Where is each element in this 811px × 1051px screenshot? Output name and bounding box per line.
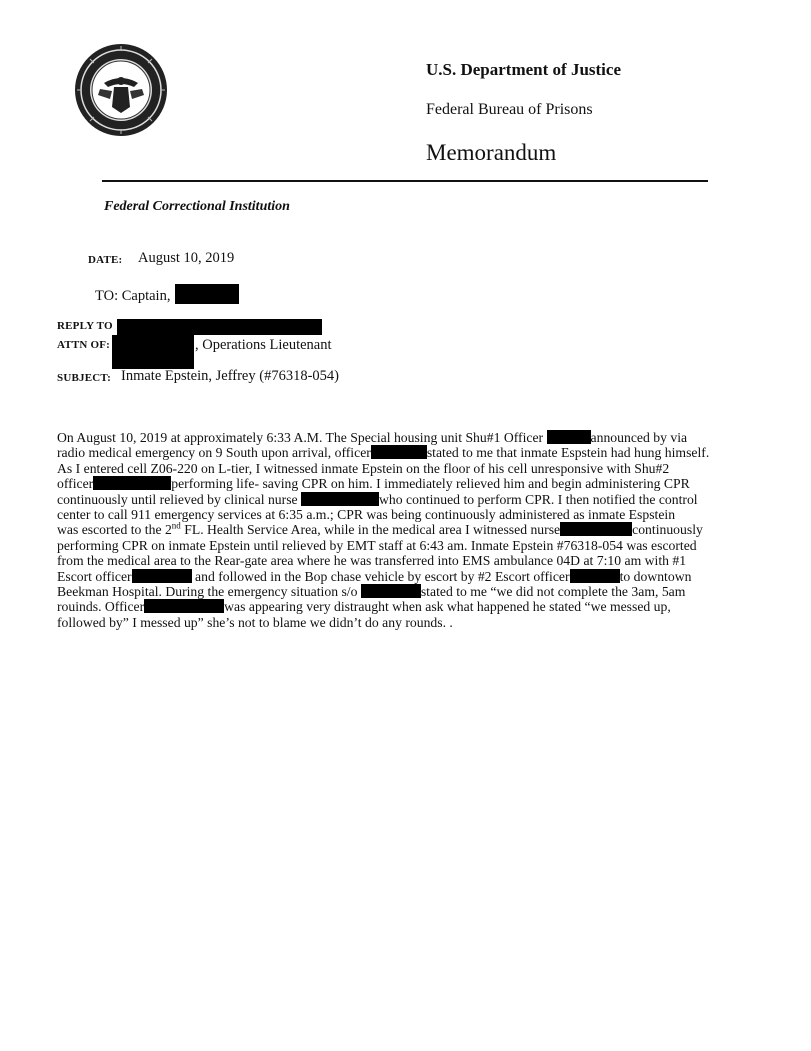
body-line [57,615,763,630]
body-line [57,538,763,553]
redaction-block [175,284,239,304]
attn-label: ATTN OF: [57,339,111,351]
attn-value: , Operations Lieutenant [195,337,332,353]
body-text: followed by” I messed up” she’s not to blame we didn’t do any rounds. . [57,614,453,630]
body-text: As I entered cell Z06-220 on L-tier, I witnessed inmate Epstein on the floor of his cell unresponsive with Shu#2 [57,460,670,476]
header-divider [102,180,708,182]
reply-label: REPLY TO [57,320,113,332]
subject-label: SUBJECT: [57,372,111,384]
redaction-block [361,584,421,598]
body-text: announced by via [590,430,688,445]
body-line [57,569,763,584]
body-text: stated to me “we did not complete the 3am, 5am [420,583,686,599]
body-text: was escorted to the 2 [57,522,172,538]
doj-seal-icon [74,43,168,137]
redaction-block [93,476,171,490]
subject-value: Inmate Epstein, Jeffrey (#76318-054) [121,368,339,384]
redaction-block [117,319,322,335]
body-text: FL. Health Service Area, while in the medical area I witnessed nurse [184,522,561,538]
body-text: and followed in the Bop chase vehicle by escort by #2 Escort officer [195,568,570,584]
date-value: August 10, 2019 [138,250,235,266]
body-text: officer [57,476,94,492]
redaction-block [301,492,379,506]
to-label: TO: Captain, [95,288,171,304]
bureau-title: Federal Bureau of Prisons [426,101,593,118]
body-line [57,553,763,568]
body-text: continuously [632,522,703,538]
body-text: stated to me that inmate Espstein had hung himself. [426,445,710,461]
body-text: to downtown [619,568,692,584]
body-text: continuously until relieved by clinical nurse [57,491,298,507]
body-line [57,461,763,476]
redaction-block [112,335,194,369]
body-text: center to call 911 emergency services at 6:35 a.m.; CPR was being continuously administered as inmate Espstein [57,506,676,522]
body-line [57,507,763,522]
body-text: was appearing very distraught when ask what happened he stated “we messed up, [224,599,671,615]
memo-title: Memorandum [426,140,557,165]
redaction-block [560,522,632,536]
department-title: U.S. Department of Justice [426,60,621,79]
body-line [57,445,763,460]
redaction-block [132,569,192,583]
body-text: who continued to perform CPR. I then notified the control [379,491,698,507]
body-line [57,599,763,614]
redaction-block [371,445,427,459]
body-text: rouinds. Officer [57,599,145,615]
body-line [57,584,763,599]
memo-body [57,430,763,630]
body-line [57,476,763,491]
body-text: from the medical area to the Rear-gate area where he was transferred into EMS ambulance 04D at 7:10 am with #1 [57,553,687,569]
body-text: performing CPR on inmate Epstein until relieved by EMT staff at 6:43 am. Inmate Epstein #76318-054 was escorted [57,537,697,553]
body-text: Beekman Hospital. During the emergency situation s/o [57,583,358,599]
date-label: DATE: [88,254,123,266]
body-text: Escort officer [57,568,132,584]
institution-name: Federal Correctional Institution [104,199,290,214]
body-line [57,492,763,507]
redaction-block [570,569,620,583]
redaction-block [144,599,224,613]
body-text: On August 10, 2019 at approximately 6:33 A.M. The Special housing unit Shu#1 Officer [57,430,544,445]
superscript: nd [171,520,181,531]
body-text: radio medical emergency on 9 South upon arrival, officer [57,445,371,461]
body-line [57,430,763,445]
body-text: performing life- saving CPR on him. I immediately relieved him and begin administering CPR [171,476,690,492]
body-line [57,522,763,537]
redaction-block [547,430,591,444]
